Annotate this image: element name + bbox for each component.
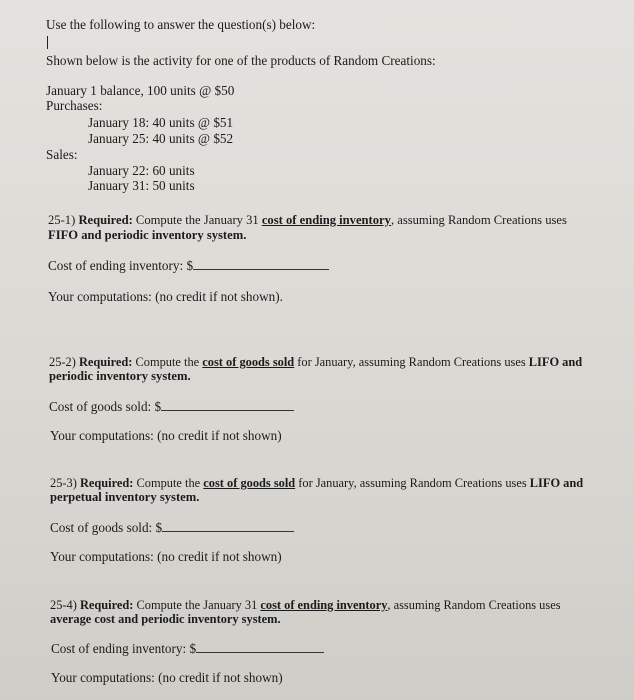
q3-line-2: perpetual inventory system. <box>50 490 200 504</box>
q2-line-1: 25-2) Required: Compute the cost of goods sold for January, assuming Random Creations uses LIFO and <box>49 355 583 369</box>
q4-line-2: average cost and periodic inventory system. <box>50 612 281 626</box>
q4-line-1: 25-4) Required: Compute the January 31 cost of ending inventory, assuming Random Creations uses <box>50 598 561 612</box>
sale-line-2: January 31: 50 units <box>88 178 195 193</box>
q2-line-2: periodic inventory system. <box>49 369 191 383</box>
q2-answer-blank[interactable] <box>161 398 294 411</box>
q4-computations: Your computations: (no credit if not shown) <box>51 670 283 685</box>
q2-answer-row: Cost of goods sold: $ <box>49 398 294 415</box>
balance-text: January 1 balance, 100 units @ $50 <box>46 83 235 98</box>
shown-text: Shown below is the activity for one of the products of Random Creations: <box>46 53 436 68</box>
q4-answer-row: Cost of ending inventory: $ <box>51 640 324 657</box>
q4-answer-blank[interactable] <box>196 640 324 653</box>
q1-answer-row: Cost of ending inventory: $ <box>48 257 329 274</box>
q3-answer-blank[interactable] <box>162 519 294 532</box>
q1-line-2: FIFO and periodic inventory system. <box>48 228 247 242</box>
purchase-line-2: January 25: 40 units @ $52 <box>88 131 234 146</box>
q1-line-1: 25-1) Required: Compute the January 31 cost of ending inventory, assuming Random Creations uses <box>48 213 567 227</box>
purchases-label: Purchases: <box>46 98 103 113</box>
purchase-line-1: January 18: 40 units @ $51 <box>88 115 234 130</box>
q2-computations: Your computations: (no credit if not shown) <box>50 428 282 443</box>
q3-line-1: 25-3) Required: Compute the cost of goods sold for January, assuming Random Creations uses LIFO and <box>50 476 584 490</box>
q3-computations: Your computations: (no credit if not shown) <box>50 549 282 564</box>
q1-answer-blank[interactable] <box>193 257 329 270</box>
q3-answer-row: Cost of goods sold: $ <box>50 519 294 536</box>
q1-computations: Your computations: (no credit if not shown). <box>48 289 283 304</box>
text-cursor <box>47 36 48 49</box>
sale-line-1: January 22: 60 units <box>88 163 195 178</box>
intro-text: Use the following to answer the question(s) below: <box>46 17 316 32</box>
sales-label: Sales: <box>46 147 78 162</box>
